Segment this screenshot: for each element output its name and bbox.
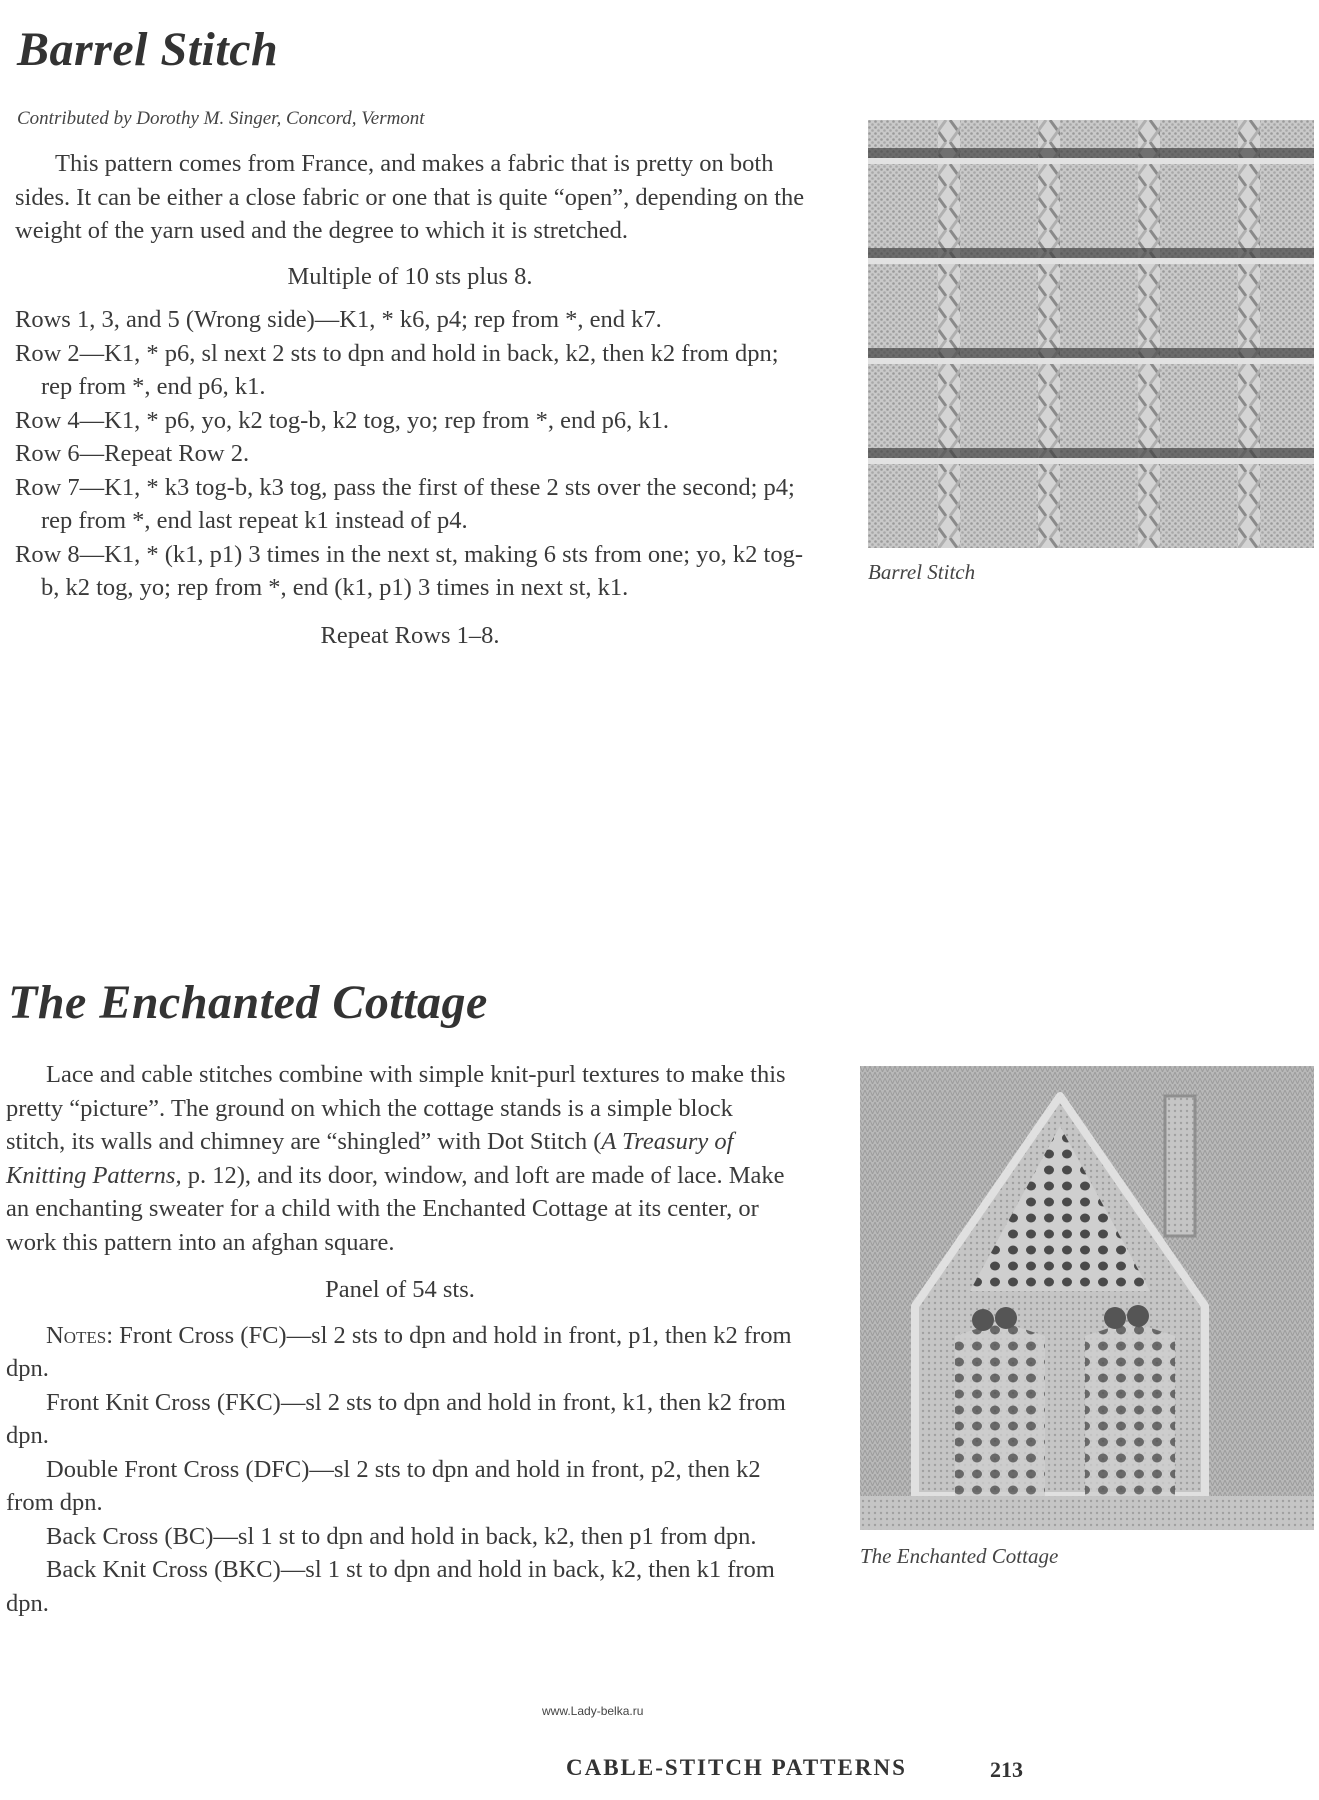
page-number: 213 [990,1757,1023,1782]
barrel-intro: This pattern comes from France, and makes a fabric that is pretty on both sides. It can be either a close fabric or one that is quite “open”, depending on the weight of the yarn used and the degree to which it is stretched. [15,150,805,244]
barrel-row-1: Rows 1, 3, and 5 (Wrong side)—K1, * k6, p4; rep from *, end k7. [15,306,662,333]
section-title-enchanted-cottage: The Enchanted Cottage [8,976,488,1029]
barrel-grid [868,120,1314,548]
contributor-credit: Contributed by Dorothy M. Singer, Concord, Vermont [17,108,425,129]
notes-label: Notes: [46,1321,113,1349]
cottage-note-5: Back Knit Cross (BKC)—sl 1 st to dpn and hold in back, k2, then k1 from dpn. [6,1556,775,1617]
barrel-row-4: Row 6—Repeat Row 2. [15,440,250,467]
watermark-url: www.Lady-belka.ru [542,1704,644,1718]
cottage-note-3: Double Front Cross (DFC)—sl 2 sts to dpn and hold in front, p2, then k2 from dpn. [6,1455,761,1516]
cottage-intro-part-2: p. 12), and its door, window, and loft are made of lace. Make an enchanting sweater for a child with the Enchanted Cottage at its center, or work this pattern into an afghan square. [6,1161,785,1256]
enchanted-cottage-text [6,1058,794,1620]
cottage-note-1 [6,1319,794,1386]
enchanted-cottage-caption: The Enchanted Cottage [860,1544,1059,1568]
note-front-cross: Front Cross (FC)—sl 2 sts to dpn and hold in front, p1, then k2 from dpn. [6,1321,792,1382]
cottage-note-2: Front Knit Cross (FKC)—sl 2 sts to dpn and hold in front, k1, then k2 from dpn. [6,1388,786,1449]
barrel-stitch-photo [868,120,1314,548]
enchanted-cottage-photo [860,1066,1314,1530]
cottage-intro [6,1058,794,1259]
barrel-row-6: Row 8—K1, * (k1, p1) 3 times in the next st, making 6 sts from one; yo, k2 tog-b, k2 tog, yo; rep from *, end (k1, p1) 3 times in next st, k1. [15,540,804,601]
section-title-barrel-stitch: Barrel Stitch [17,23,279,76]
running-footer-title: CABLE-STITCH PATTERNS [566,1755,907,1780]
barrel-stitch-caption: Barrel Stitch [868,560,976,584]
barrel-row-3: Row 4—K1, * p6, yo, k2 tog-b, k2 tog, yo; rep from *, end p6, k1. [15,406,669,434]
barrel-row-5: Row 7—K1, * k3 tog-b, k3 tog, pass the first of these 2 sts over the second; p4; rep from *, end last repeat k1 instead of p4. [15,473,795,534]
cottage-intro-part-1: Lace and cable stitches combine with simple knit-purl textures to make this pretty “picture”. The ground on which the cottage stands is a simple block stitch, its walls and chimney are “shingled” with Dot Stitch ( [6,1061,786,1155]
barrel-row-2: Row 2—K1, * p6, sl next 2 sts to dpn and hold in back, k2, then k2 from dpn; rep from *, end p6, k1. [15,339,779,400]
barrel-stitch-text [15,147,805,652]
barrel-repeat: Repeat Rows 1–8. [320,621,500,649]
barrel-multiple: Multiple of 10 sts plus 8. [287,262,533,290]
cottage-note-4: Back Cross (BC)—sl 1 st to dpn and hold in back, k2, then p1 from dpn. [46,1522,757,1550]
cottage-panel: Panel of 54 sts. [325,1276,475,1303]
cottage-intro-reference: A Treasury of Knitting Patterns, [6,1128,734,1189]
